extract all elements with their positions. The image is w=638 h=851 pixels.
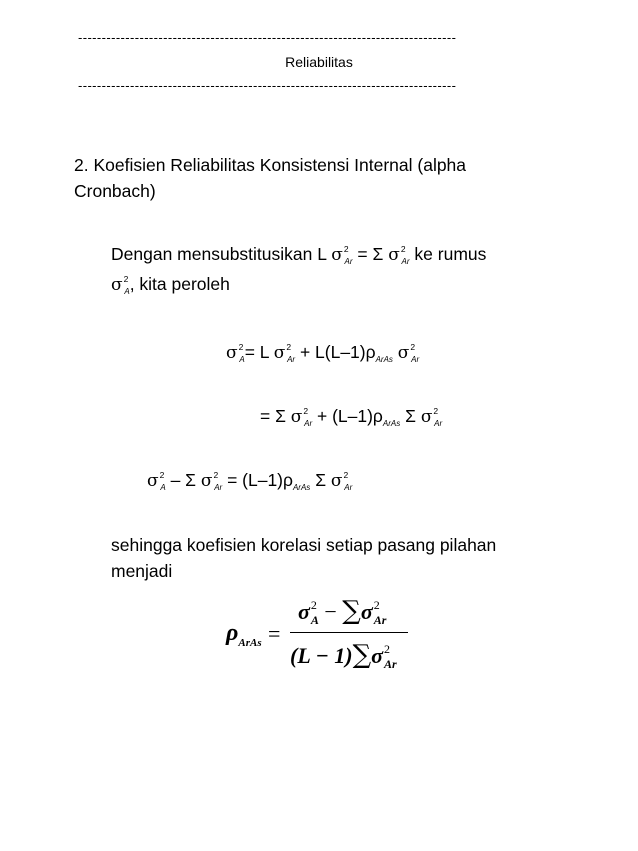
equation-1 <box>226 342 419 363</box>
sigma-symbol: σ <box>360 599 373 624</box>
intro-text-c: ke rumus <box>414 244 487 264</box>
subscript-ar: Ar <box>384 657 397 671</box>
subscript-a: A <box>160 483 166 492</box>
summation-symbol: ∑ <box>352 640 372 670</box>
square-exponent: 2 <box>343 244 349 254</box>
intro-text-a: Dengan mensubstitusikan L <box>111 244 327 264</box>
conclusion-line1: sehingga koefisien korelasi setiap pasang pilahan <box>111 535 497 555</box>
formula-lhs <box>226 620 262 647</box>
intro-line2 <box>111 274 230 295</box>
square-exponent: 2 <box>343 470 349 480</box>
subscript-aras: ArAs <box>382 419 401 428</box>
conclusion-line2: menjadi <box>111 561 173 581</box>
subscript-ar: Ar <box>344 483 353 492</box>
subscript-ar: Ar <box>434 419 443 428</box>
subscript-ar: Ar <box>287 355 296 364</box>
square-exponent: 2 <box>159 470 165 480</box>
eq3-text-c: Σ <box>315 470 327 490</box>
square-exponent: 2 <box>303 406 309 416</box>
sigma-symbol: σ <box>111 275 123 295</box>
square-exponent: 2 <box>310 598 317 612</box>
minus-sign: − <box>324 599 337 624</box>
subscript-ar: Ar <box>214 483 223 492</box>
header-title: Reliabilitas <box>285 54 353 70</box>
sigma-symbol: σ <box>371 643 384 668</box>
formula-numerator <box>298 596 386 626</box>
square-exponent: 2 <box>286 342 292 352</box>
equation-3 <box>147 470 352 491</box>
subscript-aras: ArAs <box>292 483 311 492</box>
header-top-rule: -------------------------------------------------------------------------------- <box>78 30 457 45</box>
subscript-a: A <box>310 613 319 627</box>
header-bottom-rule: -------------------------------------------------------------------------------- <box>78 78 457 93</box>
subscript-ar: Ar <box>304 419 313 428</box>
eq1-text-a: = L <box>244 342 269 362</box>
eq2-text-b: + (L–1)ρ <box>317 406 383 426</box>
square-exponent: 2 <box>238 342 244 352</box>
eq1-text-b: + L(L–1)ρ <box>299 342 376 362</box>
square-exponent: 2 <box>410 342 416 352</box>
sigma-symbol: σ <box>226 343 238 363</box>
intro-text-d: , kita peroleh <box>129 274 230 294</box>
subscript-aras: ArAs <box>375 355 393 364</box>
square-exponent: 2 <box>373 598 380 612</box>
section-heading-line2: Cronbach) <box>74 181 156 201</box>
square-exponent: 2 <box>433 406 439 416</box>
sigma-symbol: σ <box>147 471 159 491</box>
equation-2 <box>260 406 442 427</box>
formula-equals: = <box>268 621 281 646</box>
subscript-ar: Ar <box>344 257 353 266</box>
sigma-symbol: σ <box>331 245 343 265</box>
rho-symbol: ρ <box>226 620 239 646</box>
subscript-a: A <box>124 287 130 296</box>
formula-denominator <box>290 640 397 670</box>
fraction-bar <box>290 632 408 633</box>
sigma-symbol: σ <box>420 407 433 427</box>
eq2-text-c: Σ <box>405 406 416 426</box>
section-heading-line1: 2. Koefisien Reliabilitas Konsistensi Internal (alpha <box>74 155 467 175</box>
intro-text-b: = Σ <box>357 244 384 264</box>
subscript-ar: Ar <box>373 613 387 627</box>
eq2-text-a: = Σ <box>260 406 286 426</box>
summation-symbol: ∑ <box>342 596 361 626</box>
sigma-symbol: σ <box>298 599 310 624</box>
denominator-factor: (L − 1) <box>290 643 353 668</box>
sigma-symbol: σ <box>330 471 343 491</box>
sigma-symbol: σ <box>200 471 213 491</box>
square-exponent: 2 <box>384 642 391 656</box>
sigma-symbol: σ <box>273 343 286 363</box>
square-exponent: 2 <box>123 274 129 284</box>
square-exponent: 2 <box>400 244 406 254</box>
subscript-aras: ArAs <box>238 637 262 649</box>
square-exponent: 2 <box>213 470 219 480</box>
subscript-ar: Ar <box>411 355 420 364</box>
subscript-ar: Ar <box>401 257 410 266</box>
sigma-symbol: σ <box>388 245 400 265</box>
sigma-symbol: σ <box>290 407 303 427</box>
subscript-a: A <box>239 355 245 364</box>
eq3-text-a: – Σ <box>170 470 196 490</box>
sigma-symbol: σ <box>397 343 410 363</box>
eq3-text-b: = (L–1)ρ <box>227 470 293 490</box>
intro-line1 <box>111 244 486 265</box>
